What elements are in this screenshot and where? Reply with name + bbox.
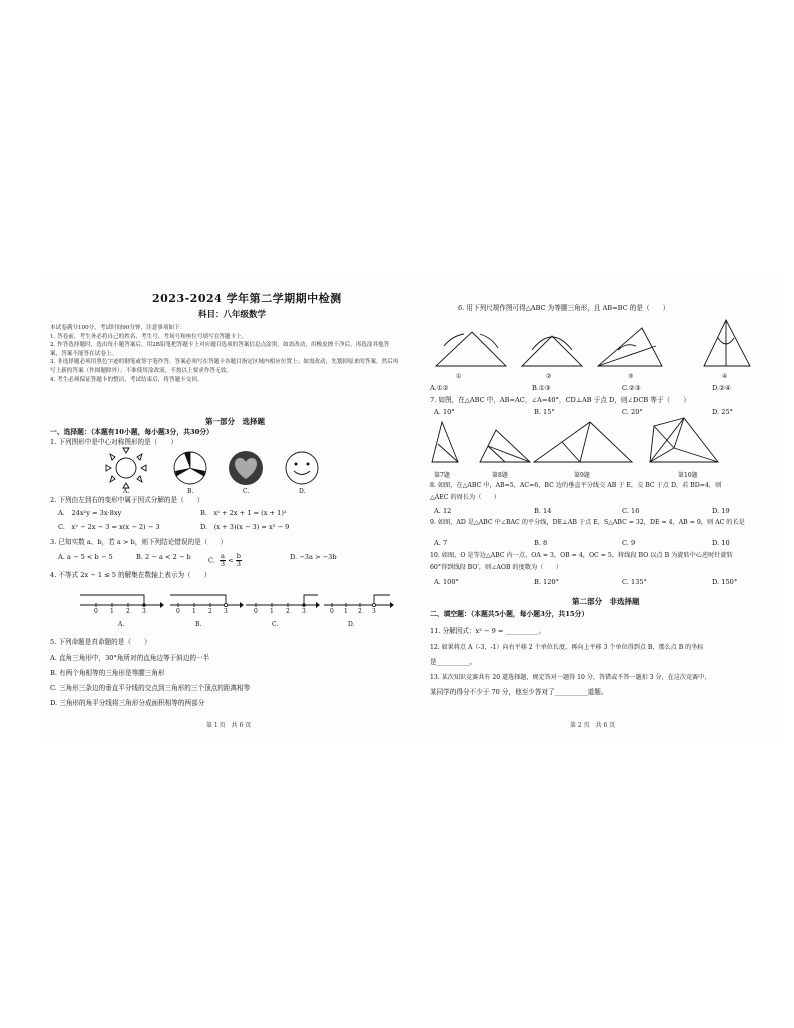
- heart-circle-icon: [229, 451, 263, 485]
- q1-label-a: A.: [123, 488, 130, 495]
- q2-option-a: A. 24x²y = 3x·8xy: [58, 509, 122, 517]
- tick-label: 2: [126, 608, 130, 615]
- q7-option-d: D. 25°: [712, 408, 733, 416]
- q9-option-d: D. 10: [712, 539, 730, 547]
- tick-label: 3: [372, 608, 376, 615]
- q1-figures: [40, 446, 402, 496]
- notice-line: 本试卷满分100分，考试时间90分钟，注意事项如下：: [50, 325, 186, 331]
- fraction-numerator: a: [221, 552, 225, 560]
- fan-circle-icon: [174, 452, 206, 484]
- tick-label: 1: [270, 608, 274, 615]
- q10-option-b: B. 120°: [534, 578, 559, 586]
- tick-label: 2: [358, 608, 362, 615]
- tick-label: 3: [142, 608, 146, 615]
- tick-label: 0: [330, 608, 334, 615]
- q10-option-d: D. 150°: [712, 578, 738, 586]
- q3-option-c: [208, 553, 242, 568]
- circled-number: ②: [546, 373, 552, 380]
- fraction-numerator: b: [236, 552, 241, 560]
- tick-label: 0: [254, 608, 258, 615]
- exam-notice: [50, 324, 400, 384]
- q3-option-b: B. 2 − a < 2 − b: [136, 553, 191, 561]
- q1-label-b: B.: [187, 488, 194, 495]
- q9-option-a: A. 7: [434, 539, 448, 547]
- section1-heading: 一、选择题：（本题有10小题，每小题3分，共30分）: [50, 428, 213, 436]
- q6-option-c: C.②③: [622, 384, 641, 392]
- q4-stem: 4. 不等式 2x − 1 ≤ 5 的解集在数轴上表示为（ ）: [50, 571, 211, 579]
- q13-stem: 13. 某次知识竞赛共有 20 道选择题，规定答对一题得 10 分，答错或不答一题扣 3 分，在这次竞赛中，: [430, 674, 711, 681]
- fraction-a-over-3: [220, 553, 226, 568]
- figure-caption: 第8题: [492, 472, 508, 479]
- tick-label: 0: [176, 608, 180, 615]
- q2-option-c: C. x² − 2x − 3 = x(x − 2) − 3: [58, 523, 160, 531]
- circled-number: ③: [628, 373, 634, 380]
- q7-option-a: A. 10°: [434, 408, 455, 416]
- q8-stem: 8. 如图，在△ABC 中，AB=5，AC=6，BC 边的垂直平分线交 AB 于 E，交 BC 于点 D，若 BD=4，则: [430, 482, 722, 489]
- q4-label-c: C.: [272, 621, 279, 628]
- tick-label: 1: [344, 608, 348, 615]
- number-line-d: [324, 595, 394, 608]
- figure-caption: 第7题: [434, 472, 450, 479]
- number-line-b: [170, 595, 244, 608]
- circled-number: ①: [456, 373, 462, 380]
- q5-option-c: C. 三角形三条边的垂直平分线的交点到三角形的三个顶点的距离相等: [50, 684, 251, 692]
- q5-option-a: A. 直角三角形中，30°角所对的直角边等于斜边的一半: [50, 654, 210, 662]
- tick-label: 2: [208, 608, 212, 615]
- section2-heading: 二、填空题：（本题共5小题，每小题3分，共15分）: [430, 610, 589, 618]
- q9-stem: 9. 如图，AD 是△ABC 中∠BAC 的平分线，DE⊥AB 于点 E，S△ABC = 32，DE = 4，AB = 9，则 AC 的长是: [430, 519, 745, 526]
- q9-option-b: B. 8: [534, 539, 548, 547]
- figure-q7: [432, 422, 458, 462]
- q12-stem-line2: 是__________。: [430, 658, 477, 666]
- tick-label: 1: [192, 608, 196, 615]
- notice-line: 3. 非选择题必须用黑色字迹的钢笔或签字笔作答，答案必须写在答题卡各题目指定区域内相应位置上；如需改动，先划掉原来的答案，然后再写上新的答案（作图题除外）；不准使用涂改液。不按以上要求作答无效。: [50, 359, 399, 374]
- q2-option-d: D. (x + 3)(x − 3) = x² − 9: [200, 523, 290, 531]
- q10-stem-line2: 60°得到线段 BO′，则∠AOB 的度数为（ ）: [430, 564, 562, 571]
- notice-line: 2. 作答选择题时，选出每小题答案后，用2B铅笔把答题卡上对应题目选项的答案信息点涂黑，如需改动，用橡皮擦干净后，再选涂其他答案，答案不能答在试卷上。: [50, 342, 390, 357]
- q8-option-c: C. 16: [622, 507, 640, 515]
- q5-option-b: B. 有两个角相等的三角形是等腰三角形: [50, 669, 165, 677]
- q6-figures: [422, 316, 784, 386]
- notice-line: 1. 答卷前，考生务必将自己的姓名、考生号、考场号和座位号填写在答题卡上。: [50, 333, 248, 340]
- exam-subject: 科目：八年级数学: [198, 310, 267, 320]
- q3-option-a: A. a − 5 < b − 5: [58, 553, 113, 561]
- q12-stem: 12. 如果将点 A（-3，-1）向右平移 2 个单位长度，再向上平移 3 个单位得到点 B，那么点 B 的坐标: [430, 644, 704, 651]
- q8-stem-line2: △AEC 的周长为（ ）: [430, 494, 500, 501]
- q3-option-d: D. −3a > −3b: [290, 553, 337, 561]
- q7-option-c: C. 20°: [622, 408, 643, 416]
- sun-icon: [106, 448, 146, 488]
- tick-label: 1: [110, 608, 114, 615]
- right-page: [422, 276, 784, 744]
- figure-caption: 第10题: [678, 472, 698, 479]
- q8-option-d: D. 19: [712, 507, 730, 515]
- q5-stem: 5. 下列命题是真命题的是（ ）: [50, 638, 151, 646]
- tick-label: 3: [302, 608, 306, 615]
- construction-figure-1: [436, 332, 506, 366]
- figure-q8: [480, 430, 530, 462]
- q2-option-b: B. x² + 2x + 1 = (x + 1)²: [200, 509, 287, 517]
- q6-stem: 6. 用下列尺规作图可得△ABC 为等腰三角形，且 AB=BC 的是（ ）: [458, 304, 670, 312]
- construction-figure-2: [522, 336, 582, 366]
- q8-option-a: A. 12: [434, 507, 452, 515]
- q1-label-c: C.: [243, 488, 250, 495]
- q6-option-d: D.②④: [712, 384, 731, 392]
- number-line-a: [80, 595, 164, 608]
- tick-label: 3: [224, 608, 228, 615]
- construction-figure-4: [704, 320, 750, 366]
- q2-stem: 2. 下列由左到右的变形中属于因式分解的是（ ）: [50, 496, 204, 504]
- q4-label-d: D.: [348, 621, 355, 628]
- page-footer: 第 2 页 共 6 页: [570, 722, 616, 729]
- q10-option-a: A. 100°: [434, 578, 459, 586]
- tick-label: 2: [286, 608, 290, 615]
- option-letter: C.: [208, 556, 215, 565]
- q3-stem: 3. 已知实数 a、b，若 a > b，则下列结论错误的是（ ）: [50, 538, 228, 546]
- q10-stem: 10. 如图，O 是等边△ABC 内一点，OA = 3，OB = 4，OC = 5，将线段 BO 以点 B 为旋转中心逆时针旋转: [430, 552, 733, 559]
- q6-option-b: B.①③: [532, 384, 551, 392]
- page-footer: 第 1 页 共 6 页: [206, 722, 252, 729]
- q7-option-b: B. 15°: [534, 408, 555, 416]
- tick-label: 0: [94, 608, 98, 615]
- q9-option-c: C. 9: [622, 539, 636, 547]
- circled-number: ④: [722, 373, 728, 380]
- smiley-face-icon: [286, 452, 318, 484]
- exam-sheet: [40, 276, 784, 744]
- figure-caption: 第9题: [574, 472, 590, 479]
- fraction-denominator: 3: [236, 560, 241, 568]
- part1-heading: 第一部分 选择题: [205, 417, 265, 426]
- less-than-sign: <: [228, 556, 234, 565]
- q11-stem: 11. 分解因式：x² − 9 = __________。: [430, 627, 546, 635]
- q10-option-c: C. 135°: [622, 578, 647, 586]
- q7-stem: 7. 如图，在△ABC 中，AB=AC，∠A=40°，CD⊥AB 于点 D，则∠DCB 等于（ ）: [430, 396, 690, 404]
- q4-label-b: B.: [195, 621, 202, 628]
- q8-option-b: B. 14: [534, 507, 552, 515]
- notice-line: 4. 考生必须保证答题卡的整洁，考试结束后，将答题卡交回。: [50, 376, 203, 383]
- fraction-b-over-3: [236, 553, 242, 568]
- q4-label-a: A.: [118, 621, 125, 628]
- fraction-denominator: 3: [220, 560, 226, 568]
- exam-title: 2023-2024 学年第二学期期中检测: [152, 292, 342, 305]
- figure-q9: [534, 422, 632, 462]
- q6-option-a: A.①②: [430, 384, 449, 392]
- part2-heading: 第二部分 非选择题: [572, 597, 640, 606]
- geometry-figures: [422, 416, 784, 472]
- left-page: [40, 276, 402, 744]
- number-line-c: [246, 595, 320, 608]
- q5-option-d: D. 三角形的角平分线将三角形分成面积相等的两部分: [50, 699, 205, 707]
- q13-stem-line2: 某同学的得分不少于 70 分，他至少答对了__________道题。: [430, 688, 608, 696]
- construction-figure-3: [598, 328, 662, 366]
- q1-stem: 1. 下列图形中是中心对称图形的是（ ）: [50, 438, 178, 446]
- figure-q10: [650, 418, 718, 462]
- q1-label-d: D.: [299, 488, 306, 495]
